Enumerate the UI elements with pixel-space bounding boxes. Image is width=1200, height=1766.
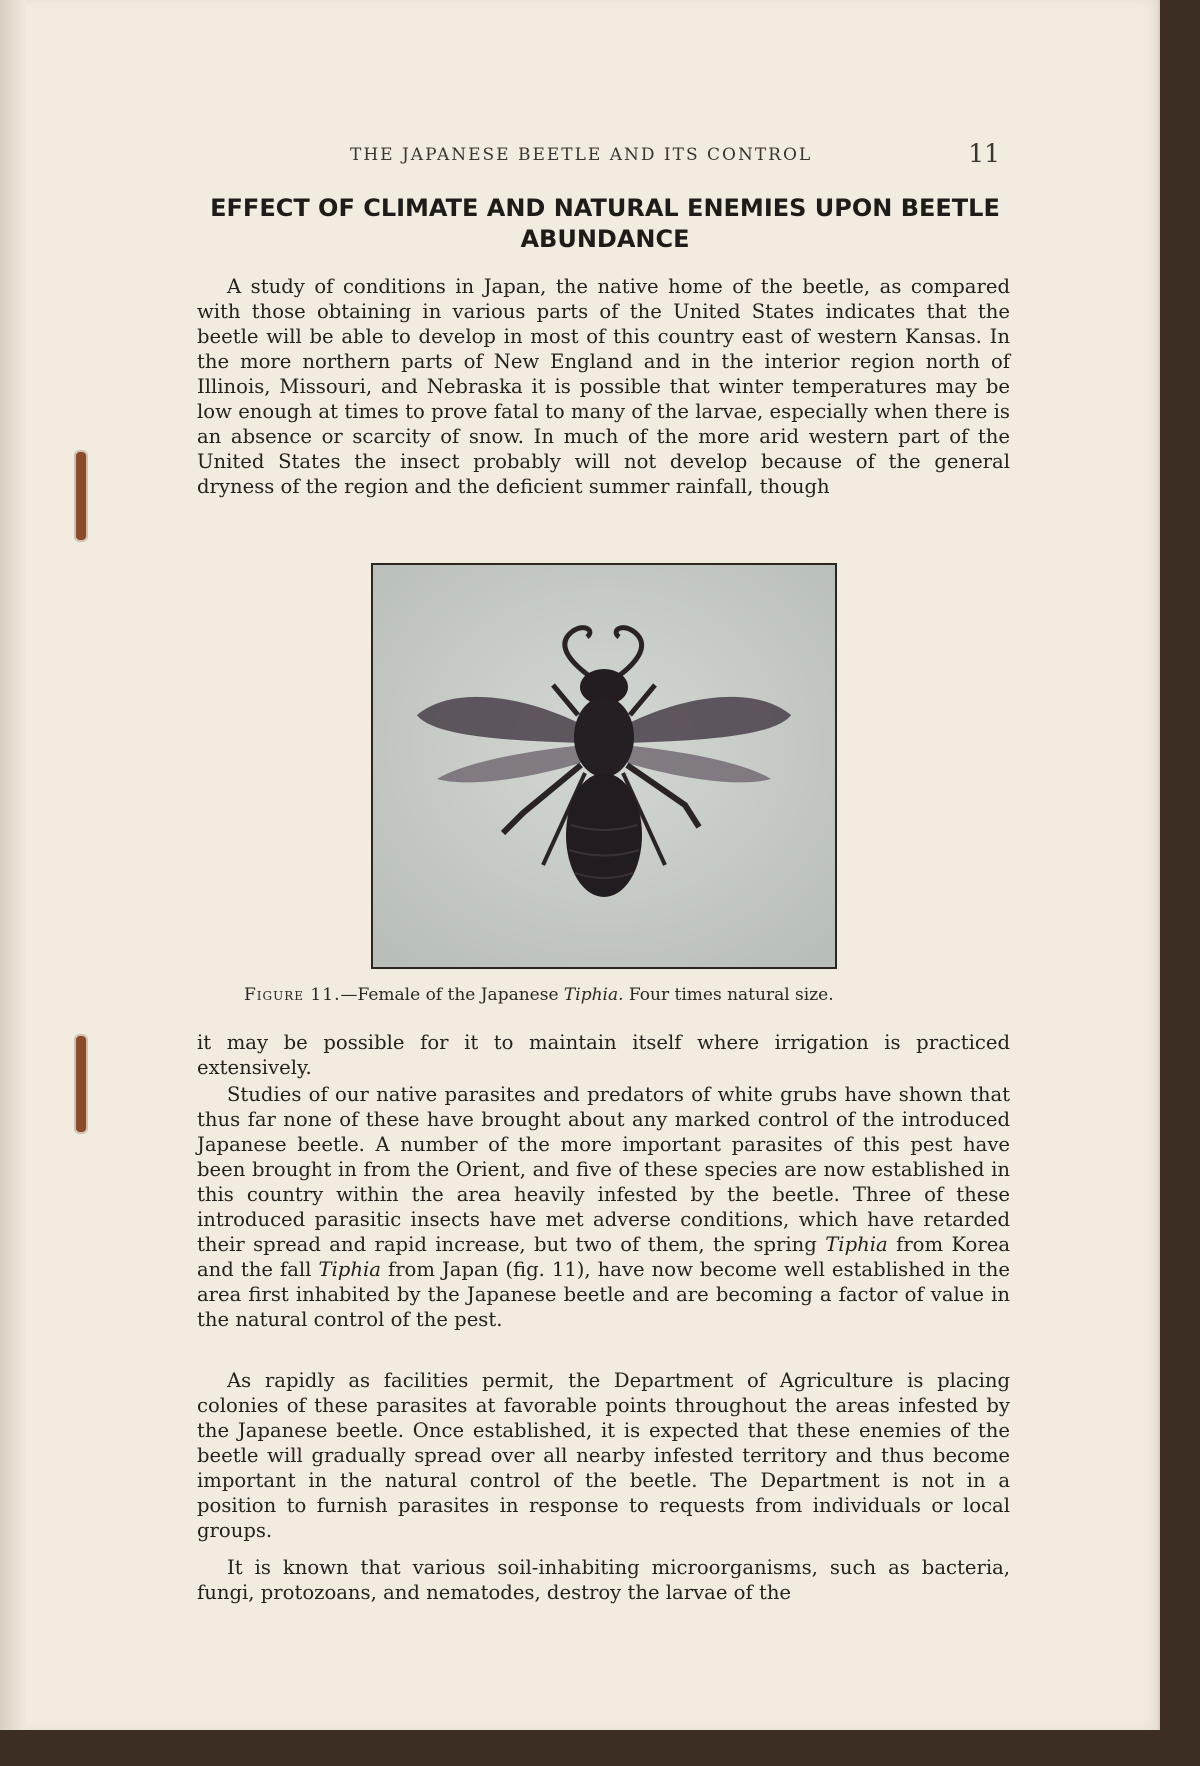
paragraph-irrigation: it may be possible for it to maintain itself where irrigation is practiced extensively. — [197, 1031, 1010, 1079]
staple-lower — [76, 1036, 86, 1132]
figure-caption — [244, 985, 974, 1005]
staple-upper — [76, 452, 86, 540]
paragraph-parasites-italic-2: Tiphia — [318, 1258, 381, 1281]
paragraph-microorganisms: It is known that various soil-inhabiting microorganisms, such as bacteria, fungi, protozoans, and nematodes, destroy the larvae of the — [197, 1556, 1010, 1604]
wasp-illustration — [373, 565, 835, 967]
page-number: 11 — [968, 139, 1000, 168]
paragraph-parasites — [197, 1082, 1010, 1332]
paragraph-parasites-text-2: from Korea and the fall — [197, 1233, 1010, 1281]
figure-tiphia-photo — [371, 563, 837, 969]
page-gutter — [0, 0, 26, 1730]
paragraph-parasites-text-1: Studies of our native parasites and predators of white grubs have shown that thus far none of these have brought about any marked control of the introduced Japanese beetle. A number of the more important parasites of this pest have been brought in from the Orient, and five of these species are now established in this country within the area heavily infested by the beetle. Three of these introduced parasitic insects have met adverse conditions, which have retarded their spread and rapid increase, but two of them, the spring — [197, 1083, 1010, 1256]
figure-caption-genus: Tiphia. — [563, 985, 624, 1005]
running-head-title: THE JAPANESE BEETLE AND ITS CONTROL — [350, 145, 813, 165]
paragraph-parasites-italic-1: Tiphia — [825, 1233, 888, 1256]
figure-caption-scale: Four times natural size. — [623, 985, 834, 1005]
figure-caption-label: Figure 11. — [244, 985, 341, 1005]
paragraph-parasites-text-3: from Japan (fig. 11), have now become well established in the area first inhabited by the Japanese beetle and are becoming a factor of value in the natural control of the pest. — [197, 1258, 1010, 1331]
paragraph-climate: A study of conditions in Japan, the native home of the beetle, as compared with those obtaining in various parts of the United States indicates that the beetle will be able to develop in most of this country east of western Kansas. In the more northern parts of New England and in the interior region north of Illinois, Missouri, and Nebraska it is possible that winter temperatures may be low enough at times to prove fatal to many of the larvae, especially when there is an absence or scarcity of snow. In much of the more arid western part of the United States the insect probably will not develop because of the general dryness of the region and the deficient summer rainfall, though — [197, 275, 1010, 498]
paragraph-department: As rapidly as facilities permit, the Department of Agriculture is placing colonies of these parasites at favorable points throughout the areas infested by the Japanese beetle. Once established, it is expected that these enemies of the beetle will gradually spread over all nearby infested territory and thus become important in the natural control of the beetle. The Department is not in a position to furnish parasites in response to requests from individuals or local groups. — [197, 1369, 1010, 1542]
figure-caption-text: —Female of the Japanese — [340, 985, 564, 1005]
section-heading: EFFECT OF CLIMATE AND NATURAL ENEMIES UPON BEETLE ABUNDANCE — [210, 194, 1000, 253]
